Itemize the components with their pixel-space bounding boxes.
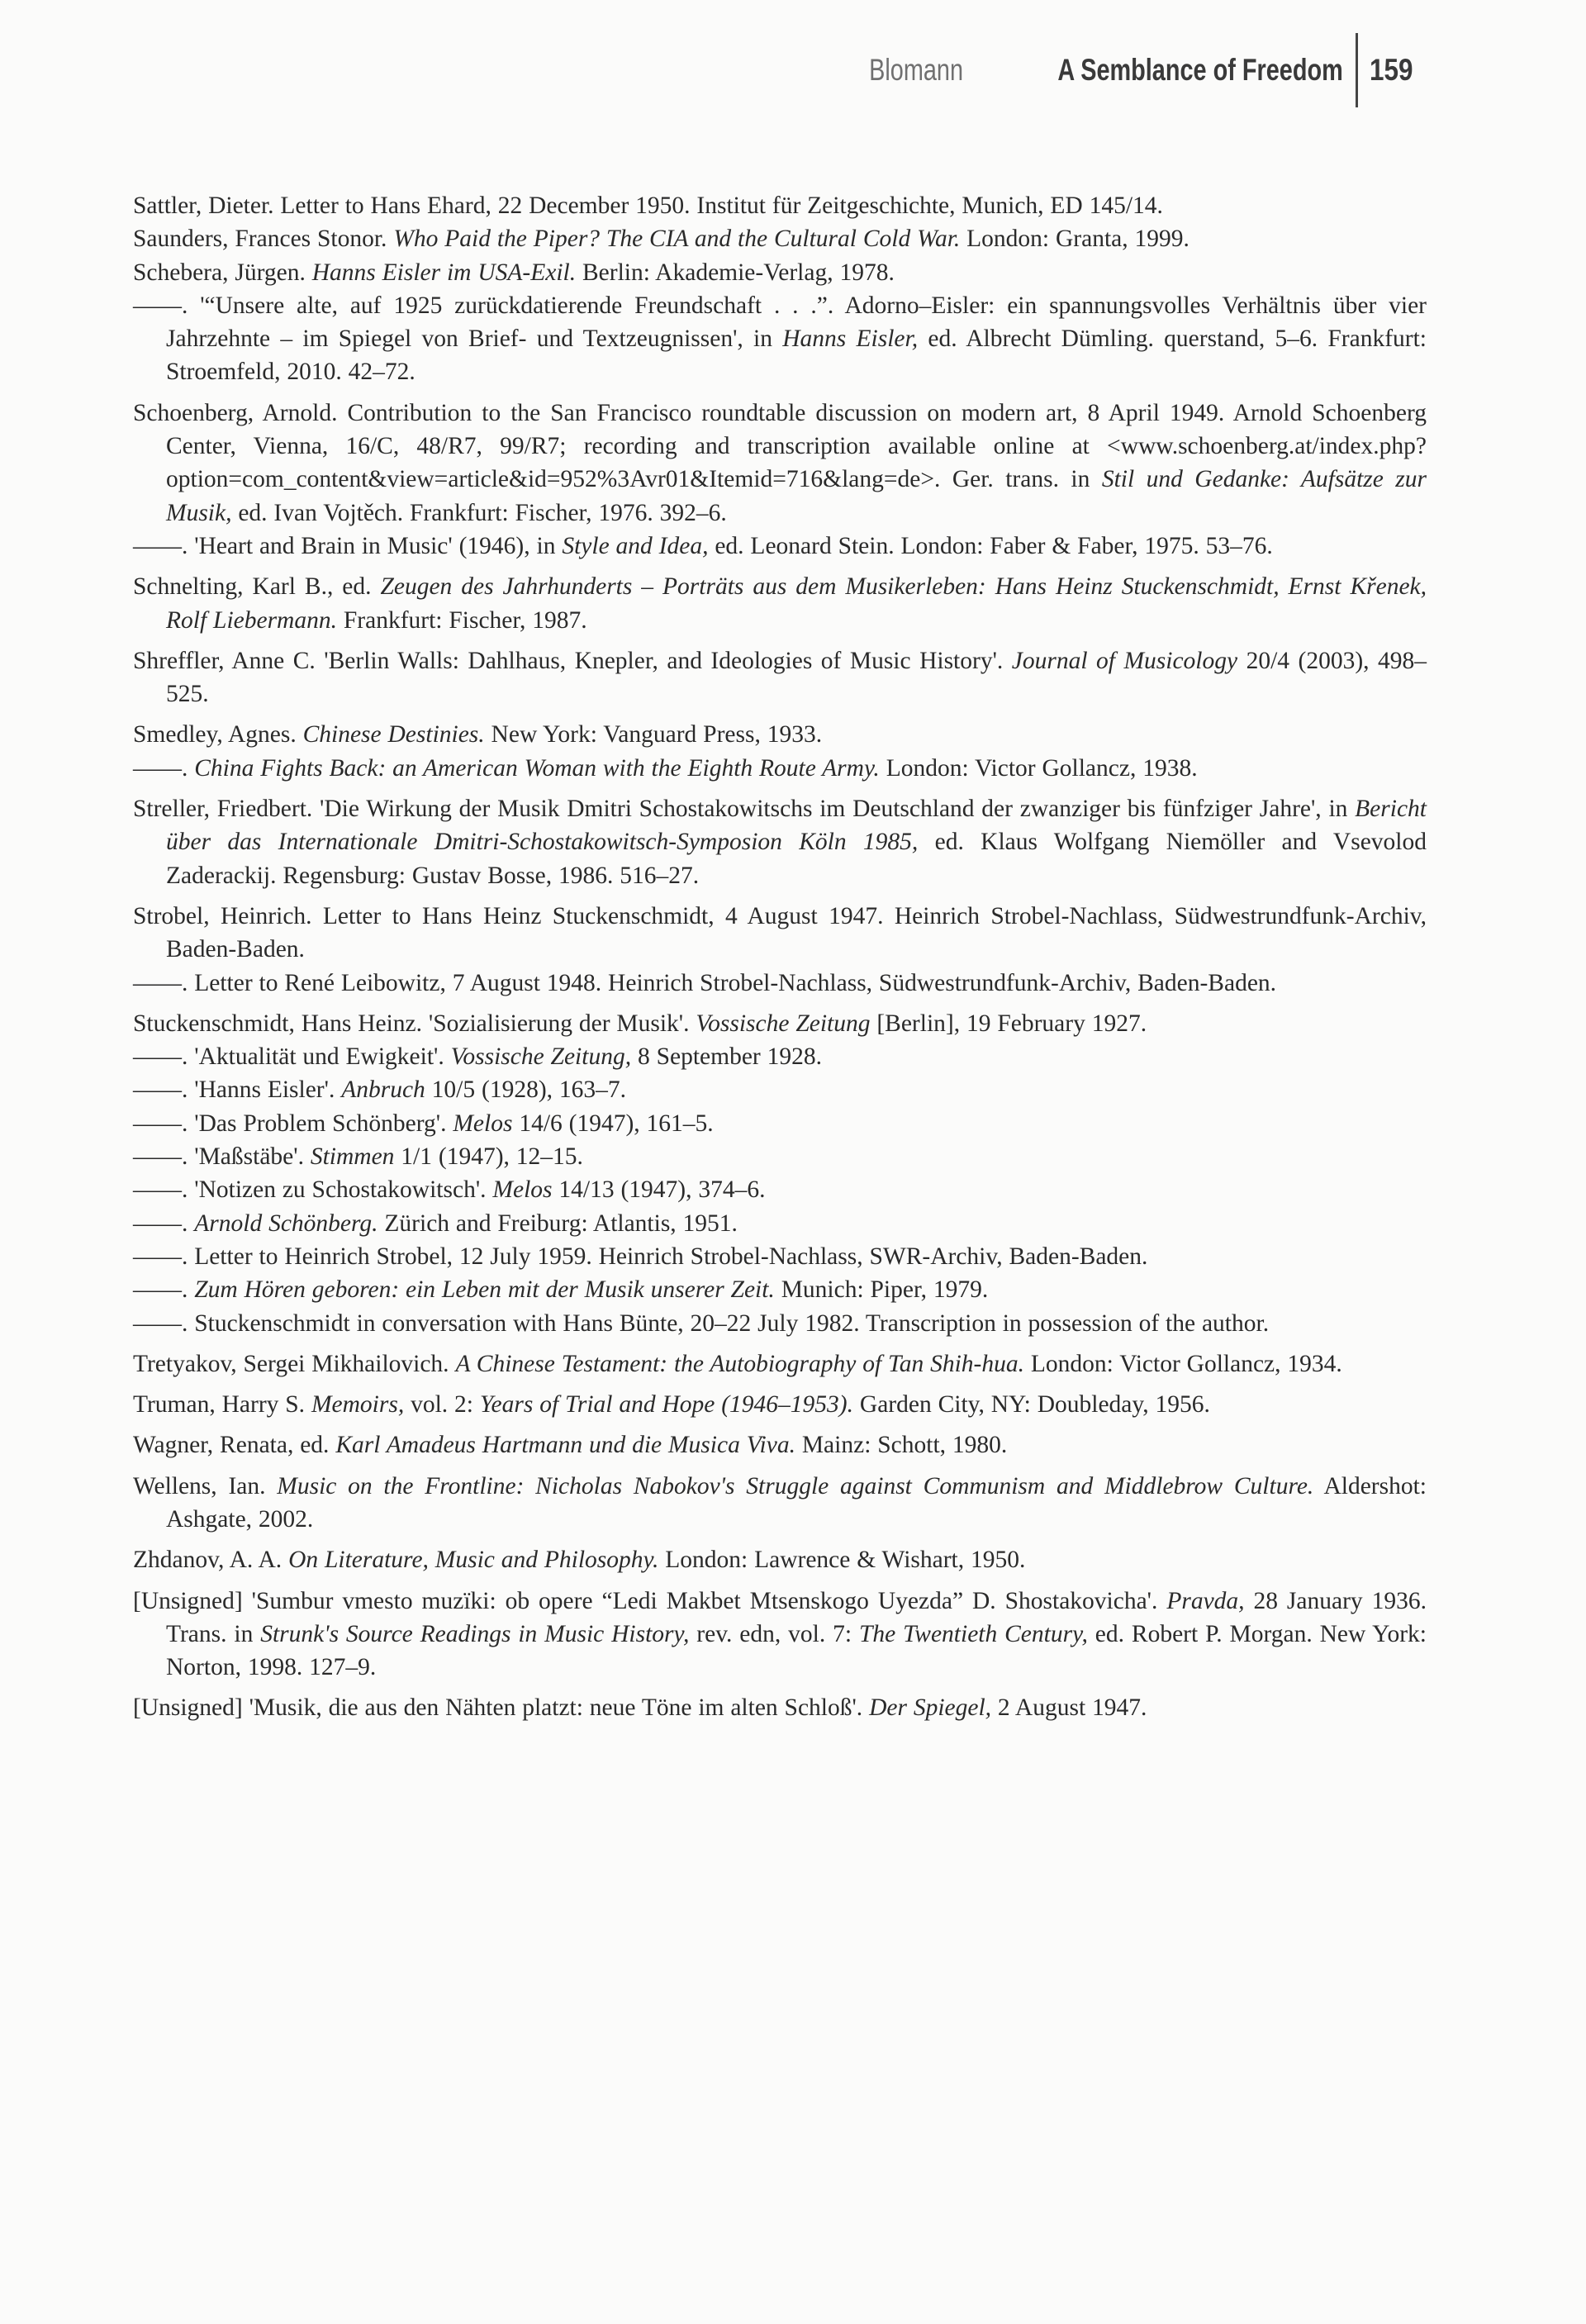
entry-title-italic: Stimmen: [310, 1143, 395, 1171]
entry-title-italic: The Twentieth Century,: [858, 1620, 1088, 1647]
bibliography-entry: [133, 1173, 1427, 1206]
bibliography-entry: [133, 1240, 1427, 1273]
entry-text: Truman, Harry S.: [133, 1391, 311, 1419]
entry-text: Tretyakov, Sergei Mikhailovich.: [133, 1350, 456, 1377]
bibliography-entry: [133, 1543, 1427, 1576]
bibliography-entry: [133, 1347, 1427, 1381]
entry-title-italic: Years of Trial and Hope (1946–1953).: [479, 1391, 854, 1419]
entry-title-italic: Anbruch: [341, 1076, 425, 1104]
entry-text: ed. Ivan Vojtěch. Frankfurt: Fischer, 1976. 392–6.: [231, 499, 727, 526]
entry-text: ed. Albrecht Dümling. querstand, 5–6. Frankfurt: Stroemfeld, 2010. 42–72.: [166, 326, 1427, 386]
bibliography-entry: [133, 752, 1427, 785]
entry-text: Streller, Friedbert. 'Die Wirkung der Musik Dmitri Schostakowitschs im Deutschland der zwanziger bis fünfziger Jahre', in: [133, 796, 1356, 823]
entry-text: London: Granta, 1999.: [960, 226, 1190, 253]
bibliography-entry: [133, 1040, 1427, 1073]
entry-text: 28 January 1936. Trans. in: [166, 1587, 1427, 1647]
entry-title-italic: A Chinese Testament: the Autobiography of Tan Shih-hua.: [455, 1350, 1025, 1377]
bibliography-entry: [133, 530, 1427, 563]
entry-text: Schnelting, Karl B., ed.: [133, 573, 381, 601]
entry-text: ——. 'Notizen zu Schostakowitsch'.: [133, 1176, 493, 1204]
entry-text: 1/1 (1947), 12–15.: [394, 1143, 583, 1171]
entry-text: ——. 'Aktualität und Ewigkeit'.: [133, 1043, 451, 1071]
entry-title-italic: Strunk's Source Readings in Music History,: [260, 1620, 690, 1647]
page-number: 159: [1370, 53, 1413, 87]
entry-text: ——.: [133, 1276, 195, 1304]
entry-title-italic: Arnold Schönberg.: [194, 1210, 378, 1237]
entry-text: 10/5 (1928), 163–7.: [425, 1076, 627, 1104]
entry-text: vol. 2:: [404, 1391, 480, 1419]
entry-text: ——. 'Hanns Eisler'.: [133, 1076, 342, 1104]
entry-text: ——. 'Das Problem Schönberg'.: [133, 1110, 453, 1137]
entry-text: Frankfurt: Fischer, 1987.: [337, 606, 587, 634]
entry-title-italic: Music on the Frontline: Nicholas Nabokov's Struggle against Communism and Middlebrow Culture.: [277, 1472, 1314, 1499]
entry-title-italic: Vossische Zeitung: [696, 1010, 871, 1037]
entry-title-italic: Hanns Eisler im USA-Exil.: [311, 259, 577, 286]
bibliography-entry: [133, 1273, 1427, 1306]
entry-text: Wagner, Renata, ed.: [133, 1432, 336, 1459]
bibliography-entry: [133, 967, 1427, 1000]
entry-text: Saunders, Frances Stonor.: [133, 226, 394, 253]
bibliography-entry: [133, 1470, 1427, 1537]
entry-title-italic: Stil und Gedanke: Aufsätze zur Musik,: [166, 466, 1427, 526]
entry-text: Wellens, Ian.: [133, 1472, 278, 1499]
bibliography-entry: [133, 1585, 1427, 1685]
bibliography-entry: [133, 644, 1427, 711]
entry-text: London: Victor Gollancz, 1938.: [879, 754, 1198, 782]
entry-text: ——. '“Unsere alte, auf 1925 zurückdatierende Freundschaft . . .”. Adorno–Eisler: ein spannungsvolles Verhältnis über vier Jahrzehnte – im Spiegel von Brief- und Textzeugnissen', in: [133, 292, 1427, 353]
entry-title-italic: Melos: [492, 1176, 553, 1204]
entry-text: Berlin: Akademie-Verlag, 1978.: [576, 259, 895, 286]
bibliography-entry: [133, 1428, 1427, 1461]
entry-text: London: Lawrence & Wishart, 1950.: [658, 1547, 1026, 1574]
entry-text: Aldershot: Ashgate, 2002.: [166, 1472, 1427, 1533]
entry-text: ——. Letter to René Leibowitz, 7 August 1948. Heinrich Strobel-Nachlass, Südwestrundfunk-Archiv, Baden-Baden.: [133, 969, 1277, 996]
bibliography-entry: [133, 256, 1427, 289]
entry-text: [Berlin], 19 February 1927.: [870, 1010, 1147, 1037]
entry-text: Smedley, Agnes.: [133, 721, 303, 749]
bibliography-entry: [133, 397, 1427, 530]
bibliography-entry: [133, 1073, 1427, 1106]
bibliography-entry: [133, 222, 1427, 255]
entry-text: [Unsigned] 'Sumbur vmesto muzïki: ob opere “Ledi Makbet Mtsenskogo Uyezda” D. Shostakovicha'.: [133, 1587, 1167, 1614]
entry-text: [Unsigned] 'Musik, die aus den Nähten platzt: neue Töne im alten Schloß'.: [133, 1694, 870, 1722]
entry-text: Schebera, Jürgen.: [133, 259, 312, 286]
entry-text: Zhdanov, A. A.: [133, 1547, 289, 1574]
bibliography-entry: [133, 1107, 1427, 1140]
entry-text: ——. 'Maßstäbe'.: [133, 1143, 311, 1171]
entry-text: rev. edn, vol. 7:: [689, 1620, 859, 1647]
entry-text: Stuckenschmidt, Hans Heinz. 'Sozialisierung der Musik'.: [133, 1010, 696, 1037]
entry-title-italic: Der Spiegel,: [869, 1694, 992, 1722]
entry-title-italic: Zeugen des Jahrhunderts – Porträts aus dem Musikerleben: Hans Heinz Stuckenschmidt, Ernst Křenek, Rolf Liebermann.: [166, 573, 1427, 634]
entry-title-italic: Style and Idea,: [562, 532, 709, 559]
entry-text: ——. 'Heart and Brain in Music' (1946), in: [133, 532, 563, 559]
entry-text: New York: Vanguard Press, 1933.: [484, 721, 823, 749]
entry-text: Mainz: Schott, 1980.: [795, 1432, 1008, 1459]
entry-text: ——.: [133, 754, 195, 782]
bibliography-entry: [133, 718, 1427, 751]
entry-text: ——. Stuckenschmidt in conversation with Hans Bünte, 20–22 July 1982. Transcription in possession of the author.: [133, 1309, 1270, 1337]
bibliography-entry: [133, 1307, 1427, 1340]
bibliography-entry: [133, 570, 1427, 637]
entry-text: 14/6 (1947), 161–5.: [512, 1110, 714, 1137]
entry-text: Munich: Piper, 1979.: [774, 1276, 989, 1304]
bibliography-entry: [133, 1007, 1427, 1040]
entry-text: 20/4 (2003), 498–525.: [166, 647, 1427, 708]
entry-title-italic: Melos: [453, 1110, 513, 1137]
entry-title-italic: Journal of Musicology: [1011, 647, 1238, 674]
entry-text: Shreffler, Anne C. 'Berlin Walls: Dahlhaus, Knepler, and Ideologies of Music History'.: [133, 647, 1012, 674]
entry-title-italic: Chinese Destinies.: [302, 721, 485, 749]
entry-title-italic: Vossische Zeitung,: [450, 1043, 632, 1071]
bibliography-entry: [133, 289, 1427, 389]
bibliography-entry: [133, 1140, 1427, 1173]
bibliography-entry: [133, 792, 1427, 892]
entry-text: Sattler, Dieter. Letter to Hans Ehard, 22 December 1950. Institut für Zeitgeschichte, Munich, ED 145/14.: [133, 192, 1163, 219]
entry-title-italic: Memoirs,: [311, 1391, 405, 1419]
entry-title-italic: On Literature, Music and Philosophy.: [288, 1547, 659, 1574]
running-head: [843, 33, 1421, 107]
entry-text: Garden City, NY: Doubleday, 1956.: [853, 1391, 1210, 1419]
bibliography-list: [133, 189, 1427, 1725]
entry-text: Schoenberg, Arnold. Contribution to the San Francisco roundtable discussion on modern art, 8 April 1949. Arnold Schoenberg Center, Vienna, 16/C, 48/R7, 99/R7; recording and transcription available online at <www.schoenberg.at/index.php?option=com_content&view=article&id=952%3Avr01&Itemid=716&lang=de>. Ger. trans. in: [133, 399, 1427, 493]
bibliography-entry: [133, 900, 1427, 967]
entry-text: London: Victor Gollancz, 1934.: [1024, 1350, 1342, 1377]
entry-title-italic: China Fights Back: an American Woman with the Eighth Route Army.: [194, 754, 880, 782]
entry-text: ed. Leonard Stein. London: Faber & Faber, 1975. 53–76.: [708, 532, 1273, 559]
entry-title-italic: Bericht über das Internationale Dmitri-Schostakowitsch-Symposion Köln 1985,: [166, 796, 1427, 856]
entry-title-italic: Pravda,: [1166, 1587, 1245, 1614]
entry-text: Zürich and Freiburg: Atlantis, 1951.: [378, 1210, 738, 1237]
entry-text: Strobel, Heinrich. Letter to Hans Heinz Stuckenschmidt, 4 August 1947. Heinrich Strobel-Nachlass, Südwestrundfunk-Archiv, Baden-Baden.: [133, 902, 1427, 963]
entry-text: ed. Robert P. Morgan. New York: Norton, 1998. 127–9.: [166, 1620, 1427, 1681]
running-head-divider: [1356, 33, 1358, 107]
entry-title-italic: Zum Hören geboren: ein Leben mit der Musik unserer Zeit.: [194, 1276, 775, 1304]
bibliography-entry: [133, 1207, 1427, 1240]
running-head-author: Blomann: [869, 53, 964, 87]
entry-text: 2 August 1947.: [991, 1694, 1147, 1722]
entry-text: 14/13 (1947), 374–6.: [552, 1176, 766, 1204]
entry-title-italic: Hanns Eisler,: [782, 326, 919, 353]
bibliography-entry: [133, 1388, 1427, 1421]
entry-text: 8 September 1928.: [631, 1043, 822, 1071]
bibliography-entry: [133, 189, 1427, 222]
entry-title-italic: Who Paid the Piper? The CIA and the Cultural Cold War.: [393, 226, 961, 253]
entry-text: ed. Klaus Wolfgang Niemöller and Vsevolod Zaderackij. Regensburg: Gustav Bosse, 1986. 516–27.: [166, 829, 1427, 889]
entry-text: ——.: [133, 1210, 195, 1237]
bibliography-entry: [133, 1691, 1427, 1724]
entry-title-italic: Karl Amadeus Hartmann und die Musica Viva.: [335, 1432, 795, 1459]
entry-text: ——. Letter to Heinrich Strobel, 12 July 1959. Heinrich Strobel-Nachlass, SWR-Archiv, Baden-Baden.: [133, 1243, 1148, 1270]
running-head-title: A Semblance of Freedom: [1057, 53, 1343, 87]
